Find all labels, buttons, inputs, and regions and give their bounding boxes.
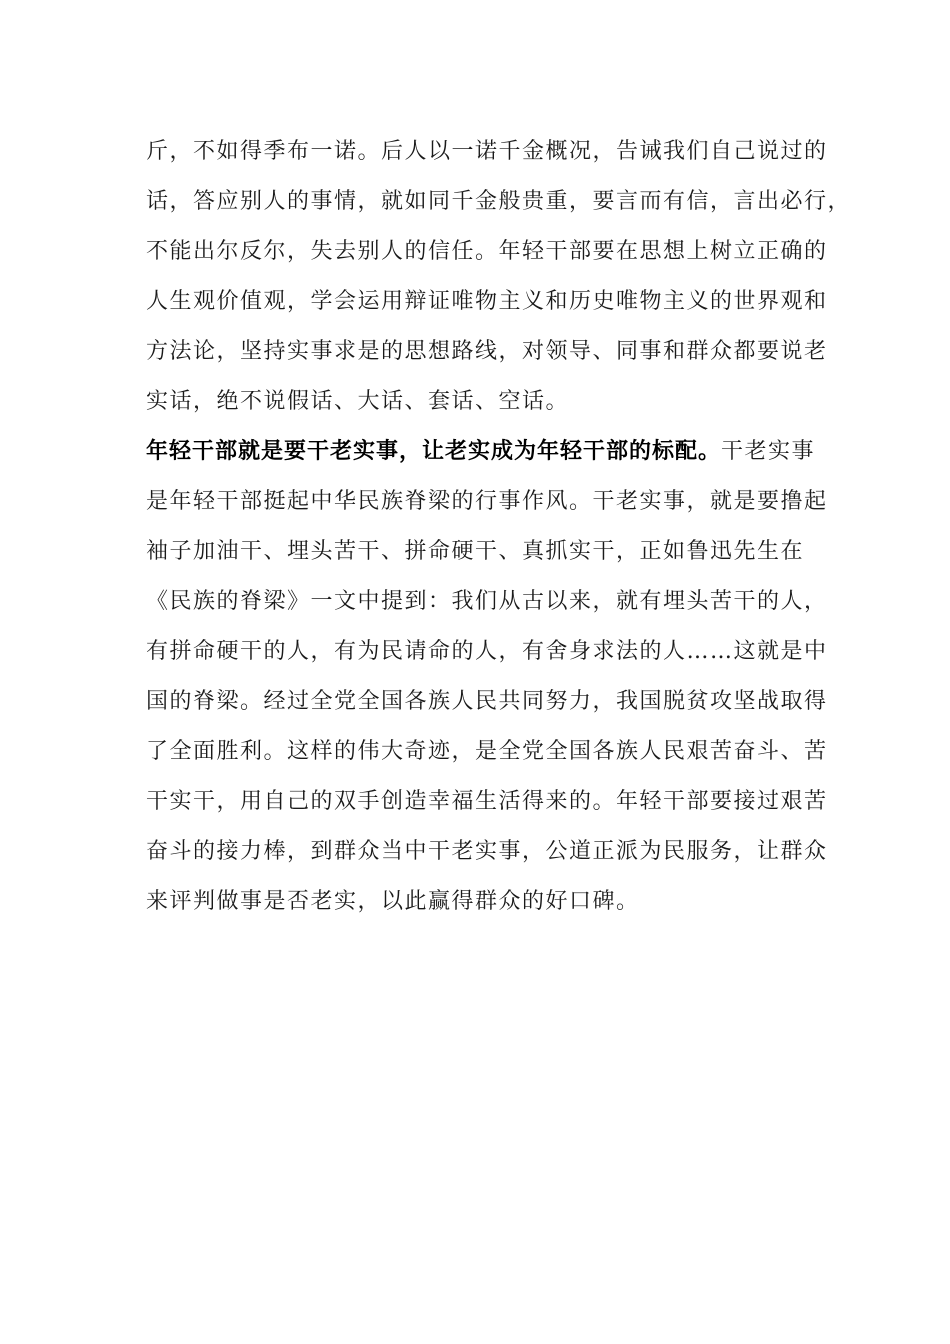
paragraph-line: 来评判做事是否老实，以此赢得群众的好口碑。 xyxy=(146,889,640,914)
paragraph-line: 是年轻干部挺起中华民族脊梁的行事作风。干老实事，就是要撸起 xyxy=(146,489,828,514)
paragraph-line: 干实干，用自己的双手创造幸福生活得来的。年轻干部要接过艰苦 xyxy=(146,789,828,814)
paragraph-line: 斤，不如得季布一诺。后人以一诺千金概况，告诫我们自己说过的 xyxy=(146,139,828,164)
paragraph-line: 《民族的脊梁》一文中提到：我们从古以来，就有埋头苦干的人， xyxy=(146,589,828,614)
paragraph-heading-line xyxy=(146,437,815,467)
section-heading: 年轻干部就是要干老实事，让老实成为年轻干部的标配。 xyxy=(146,439,722,464)
heading-line-continuation: 干老实事 xyxy=(721,439,816,464)
paragraph-line: 话，答应别人的事情，就如同千金般贵重，要言而有信，言出必行， xyxy=(146,189,852,214)
paragraph-line: 国的脊梁。经过全党全国各族人民共同努力，我国脱贫攻坚战取得 xyxy=(146,689,828,714)
paragraph-line: 方法论，坚持实事求是的思想路线，对领导、同事和群众都要说老 xyxy=(146,339,828,364)
paragraph-line: 有拼命硬干的人，有为民请命的人，有舍身求法的人……这就是中 xyxy=(146,639,828,664)
paragraph-line: 奋斗的接力棒，到群众当中干老实事，公道正派为民服务，让群众 xyxy=(146,839,828,864)
paragraph-line: 了全面胜利。这样的伟大奇迹，是全党全国各族人民艰苦奋斗、苦 xyxy=(146,739,828,764)
paragraph-line: 人生观价值观，学会运用辩证唯物主义和历史唯物主义的世界观和 xyxy=(146,289,828,314)
paragraph-line: 袖子加油干、埋头苦干、拼命硬干、真抓实干，正如鲁迅先生在 xyxy=(146,539,805,564)
paragraph-line: 不能出尔反尔，失去别人的信任。年轻干部要在思想上树立正确的 xyxy=(146,239,828,264)
paragraph-line: 实话，绝不说假话、大话、套话、空话。 xyxy=(146,389,570,414)
